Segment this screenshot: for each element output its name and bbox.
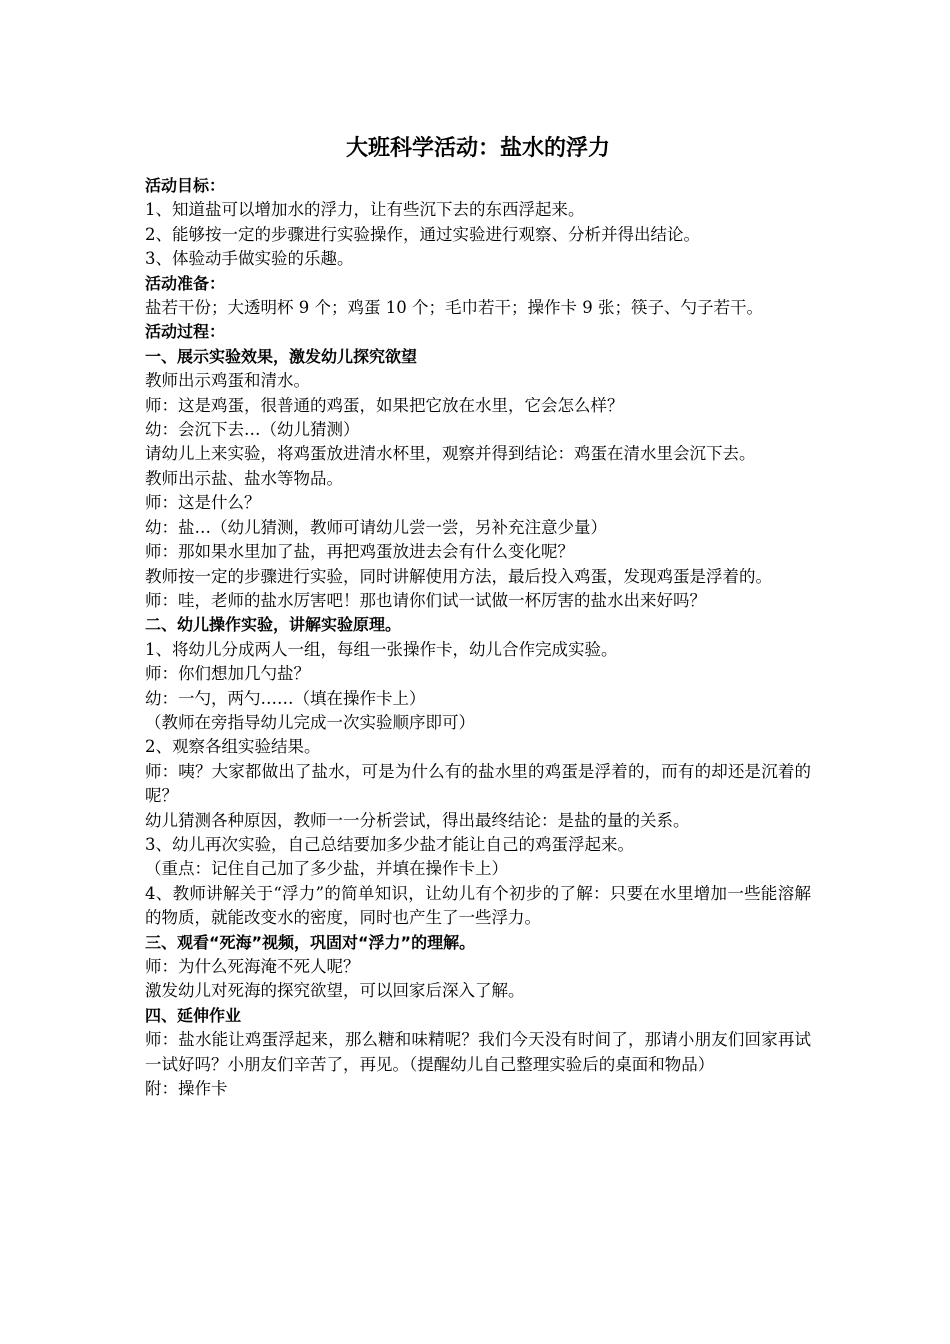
section-heading: 二、幼儿操作实验，讲解实验原理。 [145, 615, 402, 635]
body-paragraph: 1、知道盐可以增加水的浮力，让有些沉下去的东西浮起来。 [145, 200, 585, 220]
body-paragraph: 1、将幼儿分成两人一组，每组一张操作卡，幼儿合作完成实验。 [145, 639, 618, 659]
body-paragraph: 2、能够按一定的步骤进行实验操作，通过实验进行观察、分析并得出结论。 [145, 224, 700, 244]
body-paragraph: 幼：会沉下去…（幼儿猜测） [145, 420, 360, 440]
body-paragraph: 师：咦？大家都做出了盐水，可是为什么有的盐水里的鸡蛋是浮着的，而有的却还是沉着的呢？ [145, 761, 811, 806]
document-title: 大班科学活动：盐水的浮力 [345, 136, 610, 161]
body-paragraph: 幼儿猜测各种原因，教师一一分析尝试，得出最终结论：是盐的量的关系。 [145, 810, 690, 830]
body-paragraph: 盐若干份；大透明杯 9 个；鸡蛋 10 个；毛巾若干；操作卡 9 张；筷子、勺子若干。 [145, 298, 763, 318]
body-paragraph: 幼：盐…（幼儿猜测，教师可请幼儿尝一尝，另补充注意少量） [145, 517, 607, 537]
section-heading: 四、延伸作业 [145, 1005, 242, 1025]
section-heading: 活动准备： [145, 273, 226, 293]
body-paragraph: 幼：一勺，两勺……（填在操作卡上） [145, 688, 426, 708]
document-body [145, 174, 811, 1101]
section-heading: 一、展示实验效果，激发幼儿探究欲望 [145, 346, 418, 366]
body-paragraph: 请幼儿上来实验，将鸡蛋放进清水杯里，观察并得到结论：鸡蛋在清水里会沉下去。 [145, 444, 756, 464]
body-paragraph: 2、观察各组实验结果。 [145, 737, 321, 757]
body-paragraph: 教师出示盐、盐水等物品。 [145, 468, 343, 488]
body-paragraph: 附：操作卡 [145, 1079, 228, 1099]
body-paragraph: 师：盐水能让鸡蛋浮起来，那么糖和味精呢？我们今天没有时间了，那请小朋友们回家再试一试好吗？小朋友们辛苦了，再见。（提醒幼儿自己整理实验后的桌面和物品） [145, 1030, 811, 1074]
body-paragraph: 激发幼儿对死海的探究欲望，可以回家后深入了解。 [145, 981, 525, 1001]
body-paragraph: 教师按一定的步骤进行实验，同时讲解使用方法，最后投入鸡蛋，发现鸡蛋是浮着的。 [145, 566, 772, 586]
body-paragraph: 3、体验动手做实验的乐趣。 [145, 249, 354, 269]
section-heading: 三、观看“死海”视频，巩固对“浮力”的理解。 [145, 932, 476, 952]
section-heading: 活动目标： [145, 176, 226, 195]
body-paragraph: 师：哇，老师的盐水厉害吧！那也请你们试一试做一杯厉害的盐水出来好吗？ [145, 590, 706, 610]
body-paragraph: 师：为什么死海淹不死人呢？ [145, 957, 360, 976]
body-paragraph: （重点：记住自己加了多少盐，并填在操作卡上） [145, 859, 508, 879]
body-paragraph: 师：这是什么？ [145, 493, 261, 513]
body-paragraph: 3、幼儿再次实验，自己总结要加多少盐才能让自己的鸡蛋浮起来。 [145, 834, 634, 854]
document-page [145, 132, 811, 1101]
body-paragraph: 师：那如果水里加了盐，再把鸡蛋放进去会有什么变化呢？ [145, 542, 574, 562]
body-paragraph: 教师出示鸡蛋和清水。 [145, 371, 310, 391]
body-paragraph: 师：你们想加几勺盐？ [145, 664, 310, 684]
body-paragraph: （教师在旁指导幼儿完成一次实验顺序即可） [145, 712, 475, 732]
section-heading: 活动过程： [145, 322, 226, 342]
body-paragraph: 4、教师讲解关于“浮力”的简单知识，让幼儿有个初步的了解：只要在水里增加一些能溶解的物质，就能改变水的密度，同时也产生了一些浮力。 [145, 883, 811, 928]
body-paragraph: 师：这是鸡蛋，很普通的鸡蛋，如果把它放在水里，它会怎么样？ [145, 395, 624, 415]
